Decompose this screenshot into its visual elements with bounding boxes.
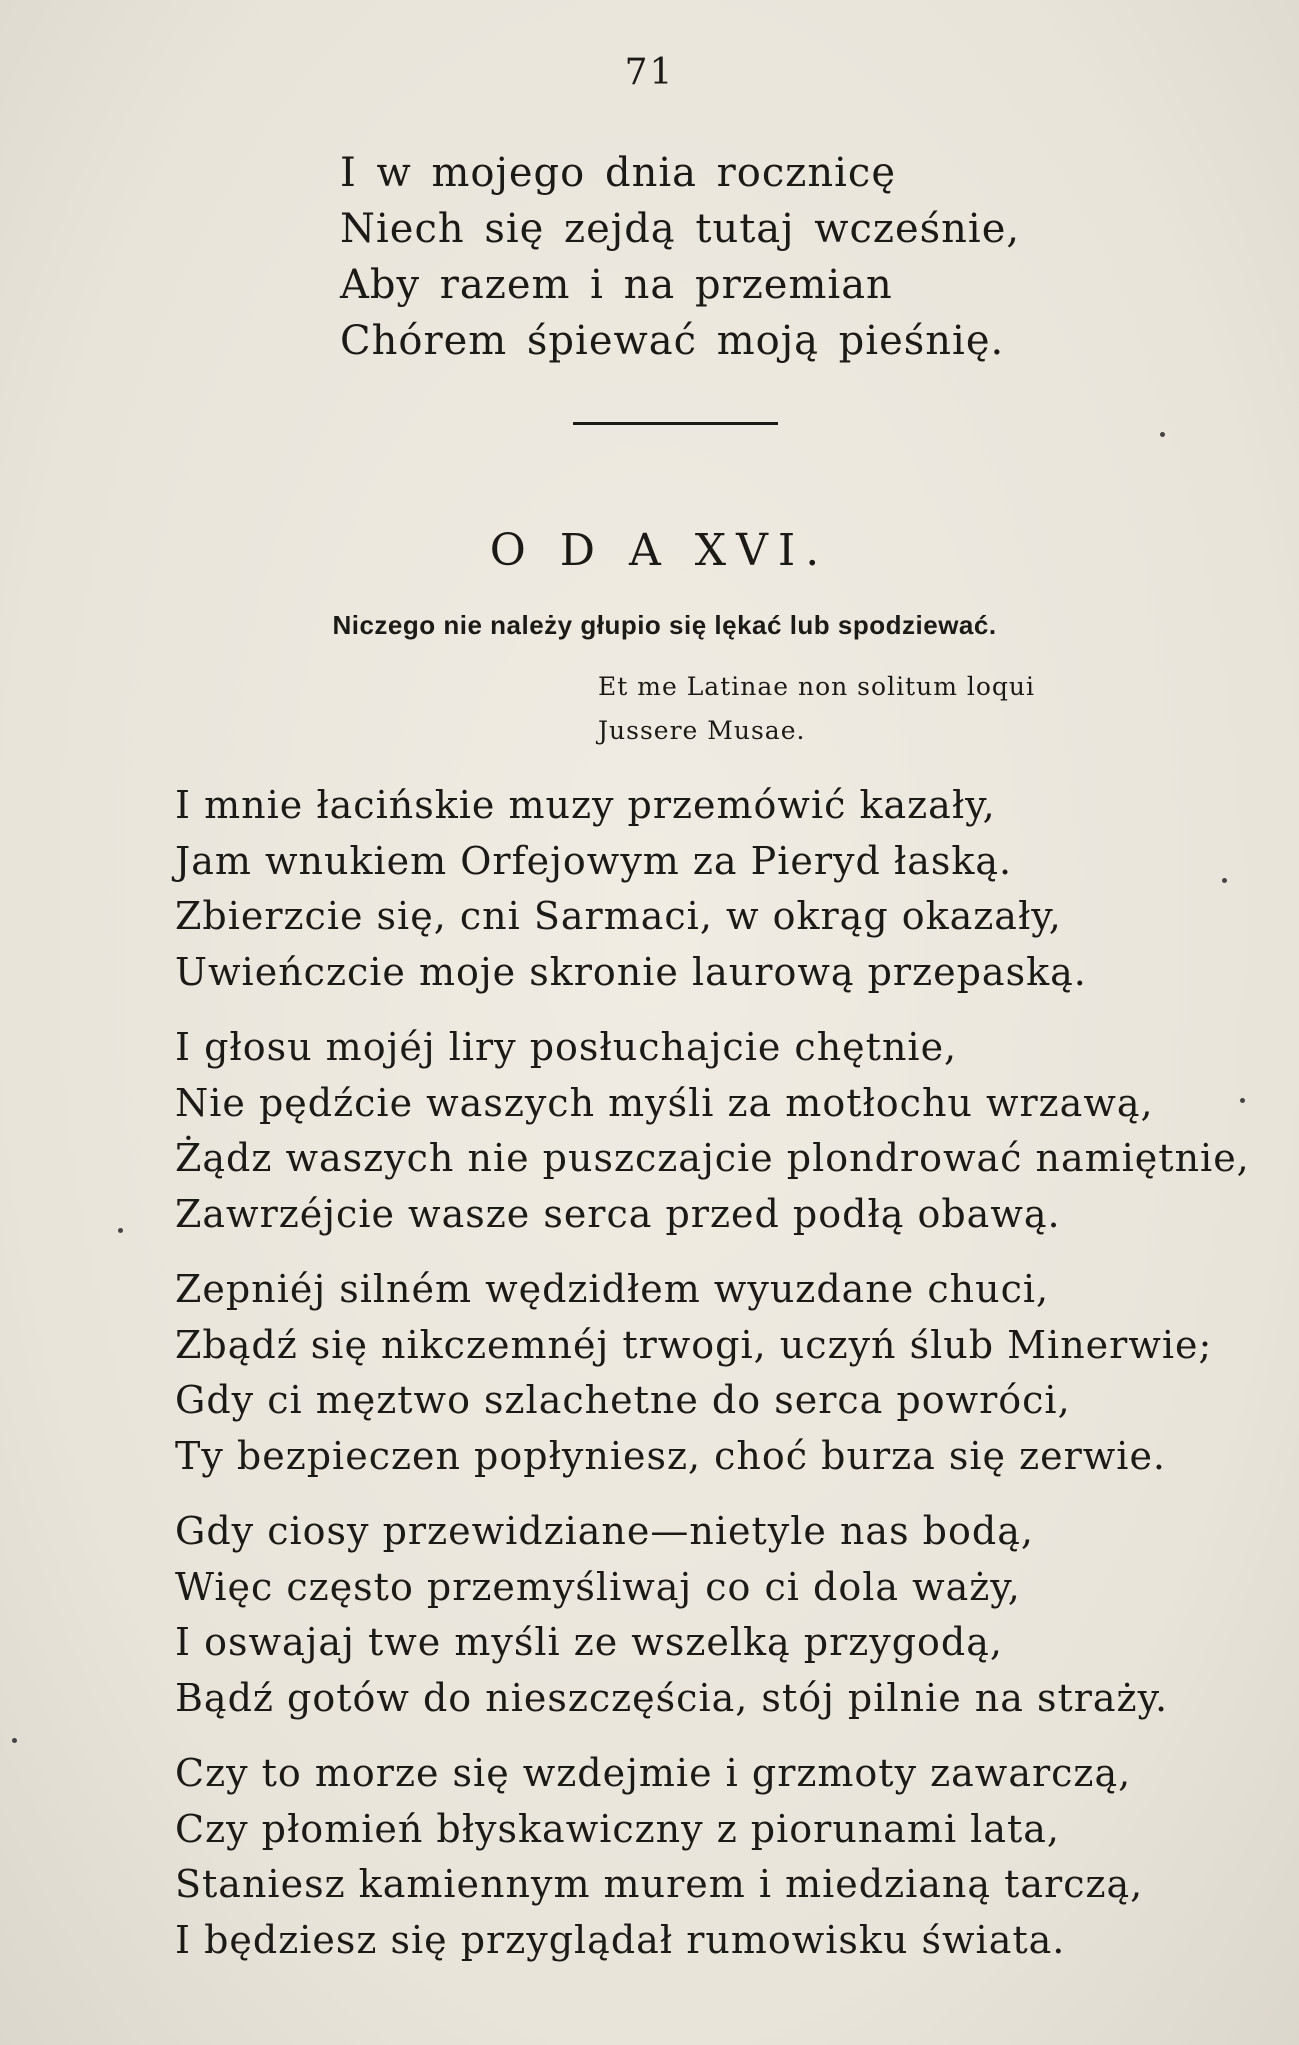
print-speck bbox=[1160, 432, 1165, 437]
verse-line: I mnie łacińskie muzy przemówić kazały, bbox=[175, 783, 996, 827]
verse-line: Staniesz kamiennym murem i miedzianą tarczą, bbox=[175, 1862, 1144, 1906]
verse-line: Zawrzéjcie wasze serca przed podłą obawą. bbox=[175, 1191, 1061, 1236]
verse-line: Czy płomień błyskawiczny z piorunami lata, bbox=[175, 1806, 1060, 1851]
verse-line: Więc często przemyśliwaj co ci dola waży, bbox=[175, 1564, 1021, 1609]
verse-line: Ty bezpieczen popłyniesz, choć burza się zerwie. bbox=[175, 1433, 1167, 1478]
print-speck bbox=[12, 1738, 17, 1743]
page-number: 71 bbox=[624, 52, 675, 93]
verse-line: I oswajaj twe myśli ze wszelką przygodą, bbox=[175, 1620, 1003, 1664]
opening-stanza bbox=[340, 145, 1020, 369]
epigraph-line: Et me Latinae non solitum loqui bbox=[598, 672, 1036, 701]
ode-body bbox=[175, 778, 1255, 1988]
stanza bbox=[175, 1262, 1255, 1484]
stanza bbox=[175, 778, 1255, 1000]
verse-line: Gdy ci męztwo szlachetne do serca powróci, bbox=[175, 1378, 1071, 1422]
ode-subtitle: Niczego nie należy głupio się lękać lub spodziewać. bbox=[332, 610, 997, 640]
verse-line: Bądź gotów do nieszczęścia, stój pilnie na straży. bbox=[175, 1675, 1169, 1720]
verse-line: Nie pędźcie waszych myśli za motłochu wrzawą, bbox=[175, 1080, 1154, 1125]
opening-line: Niech się zejdą tutaj wcześnie, bbox=[340, 206, 1021, 252]
stanza bbox=[175, 1020, 1255, 1242]
verse-line: Zbierzcie się, cni Sarmaci, w okrąg okazały, bbox=[175, 894, 1062, 938]
ode-title: O D A XVI. bbox=[489, 525, 830, 576]
verse-line: Czy to morze się wzdejmie i grzmoty zawarczą, bbox=[175, 1751, 1132, 1795]
print-speck bbox=[1240, 1098, 1245, 1103]
print-speck bbox=[118, 1228, 123, 1233]
opening-line: I w mojego dnia rocznicę bbox=[340, 150, 896, 196]
opening-line: Aby razem i na przemian bbox=[340, 262, 893, 308]
epigraph-line: Jussere Musae. bbox=[598, 716, 806, 745]
section-divider bbox=[573, 422, 778, 425]
epigraph bbox=[598, 665, 1035, 753]
verse-line: I będziesz się przyglądał rumowisku świata. bbox=[175, 1917, 1066, 1962]
verse-line: Jam wnukiem Orfejowym za Pieryd łaską. bbox=[175, 838, 1013, 883]
verse-line: Zbądź się nikczemnéj trwogi, uczyń ślub Minerwie; bbox=[175, 1322, 1213, 1367]
verse-line: I głosu mojéj liry posłuchajcie chętnie, bbox=[175, 1025, 958, 1069]
verse-line: Uwieńczcie moje skronie laurową przepaską. bbox=[175, 949, 1087, 994]
verse-line: Gdy ciosy przewidziane—nietyle nas bodą, bbox=[175, 1509, 1034, 1553]
stanza bbox=[175, 1504, 1255, 1726]
print-speck bbox=[1222, 878, 1227, 883]
verse-line: Żądz waszych nie puszczajcie plondrować namiętnie, bbox=[175, 1136, 1250, 1180]
verse-line: Zepniéj silném wędzidłem wyuzdane chuci, bbox=[175, 1267, 1050, 1311]
stanza bbox=[175, 1746, 1255, 1968]
opening-line: Chórem śpiewać moją pieśnię. bbox=[340, 318, 1005, 364]
